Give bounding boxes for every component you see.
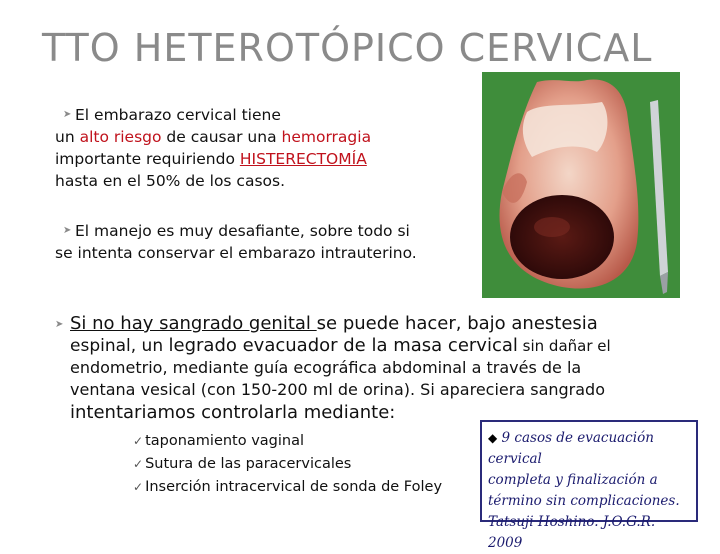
check-bullet-icon: ✓ bbox=[133, 480, 144, 494]
arrow-bullet-icon: ➤ bbox=[55, 319, 64, 330]
bullet-3-text: sin dañar el bbox=[517, 337, 611, 355]
reference-line: 9 casos de evacuación cervical bbox=[488, 430, 654, 467]
reference-citation: Tatsuji Hoshino. J.O.G.R. 2009 bbox=[488, 514, 656, 551]
bullet-3 bbox=[70, 312, 685, 424]
bullet-3-text: espinal, un bbox=[70, 336, 169, 356]
reference-box bbox=[480, 420, 698, 551]
reference-line: completa y finalización a bbox=[488, 472, 658, 488]
legrado-evacuador-text: legrado evacuador de la masa cervical bbox=[168, 335, 518, 356]
alto-riesgo-text: alto riesgo bbox=[79, 128, 162, 146]
bullet-1-text: hasta en el 50% de los casos. bbox=[55, 172, 286, 190]
sub-item-label: taponamiento vaginal bbox=[145, 433, 305, 449]
bullet-1-text: de causar una bbox=[161, 128, 282, 146]
specimen-illustration bbox=[482, 72, 680, 298]
sub-item-label: Inserción intracervical de sonda de Foley bbox=[145, 479, 443, 495]
check-bullet-icon: ✓ bbox=[133, 434, 144, 448]
sub-item-label: Sutura de las paracervicales bbox=[145, 456, 352, 472]
bullet-1-text: importante requiriendo bbox=[55, 150, 240, 168]
hemorragia-text: hemorragia bbox=[281, 128, 372, 146]
bullet-1-line-1: El embarazo cervical tiene bbox=[75, 106, 281, 124]
bullet-1-text: un bbox=[55, 128, 80, 146]
slide-title: TTO HETEROTÓPICO CERVICAL bbox=[42, 26, 653, 70]
sub-item bbox=[133, 430, 304, 452]
check-bullet-icon: ✓ bbox=[133, 457, 144, 471]
bullet-2-line-1: El manejo es muy desafiante, sobre todo si bbox=[75, 222, 410, 240]
sub-item bbox=[133, 453, 351, 475]
bullet-3-text: ventana vesical (con 150-200 ml de orina). Si apareciera sangrado bbox=[70, 380, 605, 399]
bullet-1 bbox=[55, 104, 435, 192]
histerectomia-text: HISTERECTOMÍA bbox=[239, 150, 367, 168]
bullet-2 bbox=[55, 220, 465, 264]
bullet-3-text: endometrio, mediante guía ecográfica abdominal a través de la bbox=[70, 358, 582, 377]
arrow-bullet-icon: ➤ bbox=[63, 225, 72, 236]
specimen-photo bbox=[482, 72, 680, 298]
reference-line: término sin complicaciones. bbox=[488, 493, 680, 509]
arrow-bullet-icon: ➤ bbox=[63, 109, 72, 120]
sangrado-genital-text: Si no hay sangrado genital bbox=[70, 313, 317, 334]
bullet-3-text: se puede hacer, bajo anestesia bbox=[316, 313, 598, 334]
bullet-3-text: intentariamos controlarla mediante: bbox=[70, 402, 396, 423]
bullet-2-line-2: se intenta conservar el embarazo intrauterino. bbox=[55, 244, 417, 262]
sub-item bbox=[133, 476, 442, 498]
diamond-icon: ◆ bbox=[488, 431, 498, 445]
